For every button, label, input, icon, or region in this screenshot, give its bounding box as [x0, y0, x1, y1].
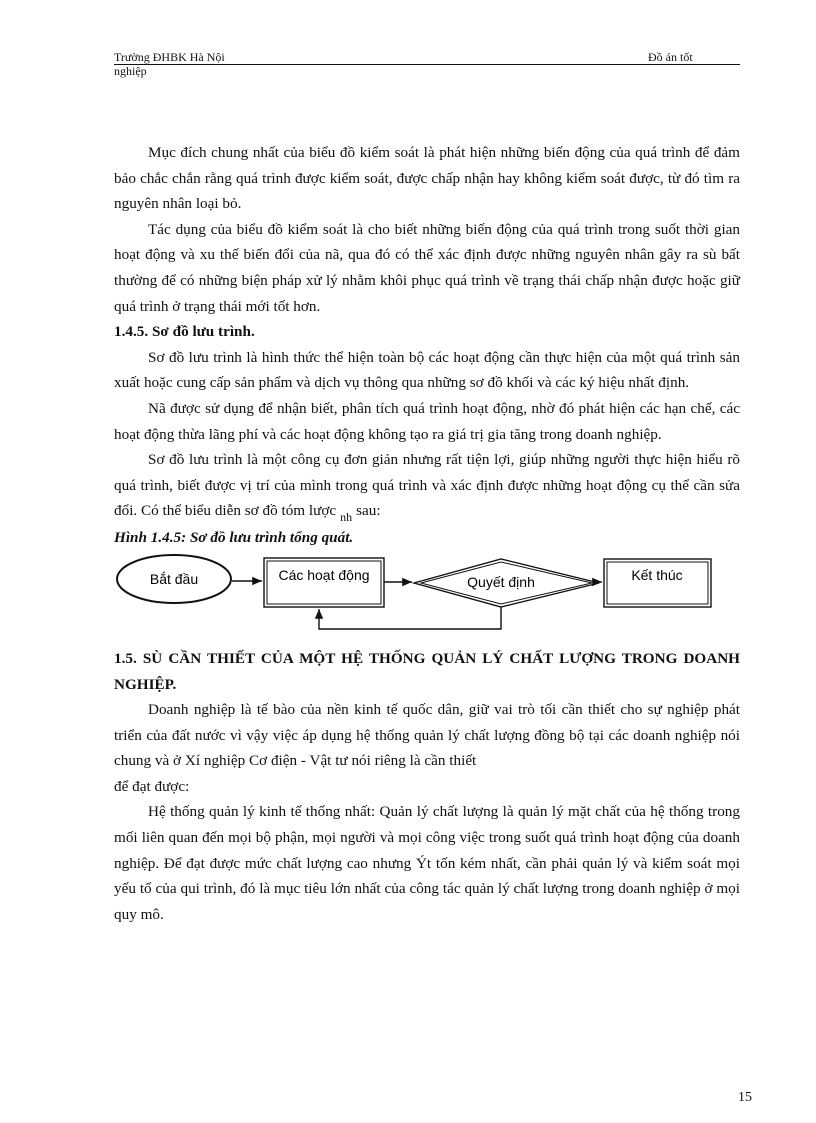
paragraph-flowchart-tool-text: Sơ đồ lưu trình là một công cụ đơn giản nhưng rất tiện lợi, giúp những người thực hiện hiểu rõ quá trình, biết được vị trí của mình trong quá trình và xác định được những hoạt động cụ thể cần sửa đổi. Có thể biểu diễn sơ đồ tóm lược: [114, 451, 740, 520]
paragraph-flowchart-use: Nã được sử dụng để nhận biết, phân tích quá trình hoạt động, nhờ đó phát hiện các hạn chế, các hoạt động thừa lãng phí và các hoạt động không tạo ra giá trị gia tăng trong doanh nghiệp.: [114, 399, 740, 443]
page-number: 15: [738, 1090, 752, 1105]
paragraph-flowchart-def: Sơ đồ lưu trình là hình thức thể hiện toàn bộ các hoạt động cần thực hiện của một quá trình sản xuất hoặc cung cấp sản phẩm và dịch vụ thông qua những sơ đồ khối và các ký hiệu nhất định.: [114, 348, 740, 392]
figure-caption: Hình 1.4.5: Sơ đồ lưu trình tổng quát.: [114, 528, 354, 546]
paragraph-flowchart-tool-end: sau:: [356, 502, 381, 520]
header-rule: [114, 64, 740, 65]
activities-label: Các hoạt động: [278, 566, 370, 583]
header-title: Đồ án tốt: [648, 50, 693, 64]
header-title-continuation: nghiệp: [114, 64, 147, 78]
paragraph-enterprise: Doanh nghiệp là tế bào của nền kinh tế quốc dân, giữ vai trò tối cần thiết cho sự nghiệp phát triển của đất nước vì vậy việc áp dụng hệ thống quản lý chất lượng đồng bộ tại các doanh nghiệp nói chung và ở Xí nghiệp Cơ điện - Vật tư nói riêng là cần thiết: [114, 701, 740, 770]
heading-flowchart: 1.4.5. Sơ đồ lưu trình.: [114, 323, 255, 341]
document-body: [114, 140, 740, 927]
decision-label: Quyết định: [467, 573, 535, 590]
paragraph-to-achieve: để đạt được:: [114, 777, 190, 795]
feedback-loop: [319, 607, 501, 629]
paragraph-effect: Tác dụng của biểu đồ kiểm soát là cho biết những biến động của quá trình trong suốt thời gian hoạt động và xu thế biến đổi của nã, qua đó có thể xác định được những nguyên nhân gây ra sù bất thường để có những biện pháp xử lý nhằm khôi phục quá trình về trạng thái chấp nhận được hoặc giữ quá trình ở trạng thái mới tốt hơn.: [114, 220, 740, 315]
start-label: Bắt đầu: [149, 570, 199, 587]
end-label: Kết thúc: [631, 566, 683, 583]
flowchart-diagram: [114, 554, 740, 646]
subscript-nh: nh: [340, 510, 353, 525]
paragraph-management-system: Hệ thống quản lý kinh tế thống nhất: Quản lý chất lượng là quản lý mặt chất của hệ thống trong mối liên quan đến mọi bộ phận, mọi người và mọi công việc trong suốt quá trình hoạt động của doanh nghiệp. Để đạt được mức chất lượng cao nhưng Ýt tốn kém nhất, cần phải quản lý và kiểm soát mọi yếu tố của qui trình, đó là mục tiêu lớn nhất của công tác quản lý chất lượng trong doanh nghiệp ở mọi quy mô.: [114, 803, 740, 923]
paragraph-purpose: Mục đích chung nhất của biểu đồ kiểm soát là phát hiện những biến động của quá trình để đảm bảo chắc chắn rằng quá trình được kiểm soát, được chấp nhận hay không kiểm soát được, từ đó tìm ra nguyên nhân loại bỏ.: [114, 144, 740, 213]
heading-quality-system: 1.5. SÙ CẦN THIẾT CỦA MỘT HỆ THỐNG QUẢN LÝ CHẤT LƯỢNG TRONG DOANH NGHIỆP.: [114, 649, 740, 693]
paragraph-flowchart-tool: [114, 447, 740, 525]
header-school: Trường ĐHBK Hà Nội: [114, 50, 225, 64]
flowchart-svg: [114, 554, 740, 646]
